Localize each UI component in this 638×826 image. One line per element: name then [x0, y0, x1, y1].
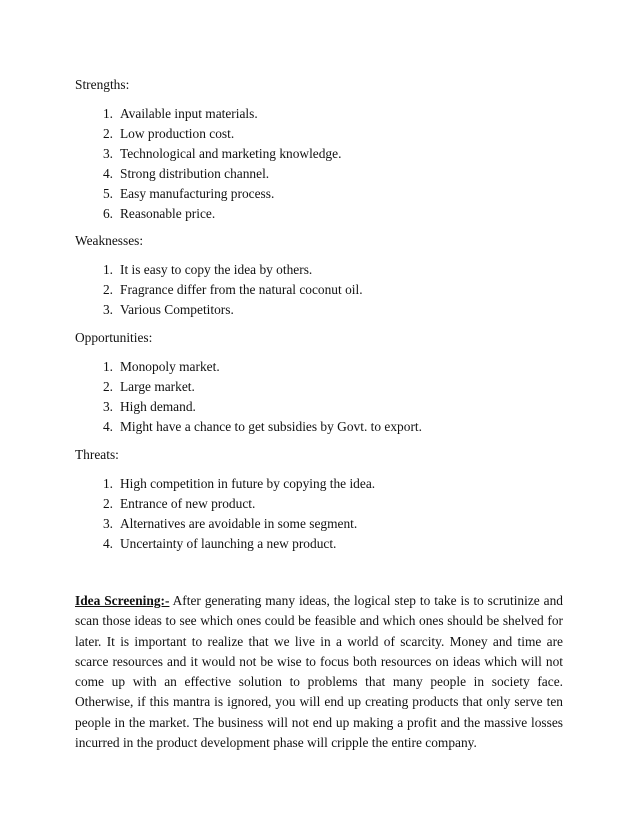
list-item [75, 184, 341, 204]
idea-screening-body: After generating many ideas, the logical step to take is to scrutinize and scan those ideas to see which ones could be feasible and which ones should be shelved for later. It is important to realize that we live in a world of scarcity. Money and time are scarce resources and it would not be wise to focus both resources on ideas which will not come up with an effective solution to problems that many people in society face. Otherwise, if this mantra is ignored, you will end up creating products that only serve ten people in the market. The business will not end up making a profit and the massive losses incurred in the product development phase will cripple the entire company. [75, 593, 563, 751]
item-number: 2. [102, 379, 113, 394]
item-text: Monopoly market. [120, 359, 220, 374]
strengths-heading: Strengths: [75, 77, 130, 92]
item-text: Alternatives are avoidable in some segment. [120, 516, 358, 531]
list-item [75, 357, 422, 377]
list-item [75, 104, 341, 124]
list-item [75, 204, 341, 224]
item-number: 6. [102, 206, 113, 221]
item-number: 5. [102, 186, 113, 201]
item-number: 4. [102, 536, 113, 551]
list-item [75, 144, 341, 164]
list-item [75, 494, 375, 514]
item-text: High competition in future by copying the idea. [120, 476, 376, 491]
list-item [75, 377, 422, 397]
list-item [75, 124, 341, 144]
item-text: It is easy to copy the idea by others. [120, 262, 313, 277]
item-number: 1. [102, 262, 113, 277]
weaknesses-heading: Weaknesses: [75, 233, 144, 248]
list-item [75, 534, 375, 554]
weaknesses-list [75, 260, 363, 320]
item-number: 4. [102, 166, 113, 181]
list-item [75, 300, 363, 320]
item-text: Might have a chance to get subsidies by Govt. to export. [120, 419, 422, 434]
opportunities-heading: Opportunities: [75, 330, 153, 345]
item-number: 3. [102, 146, 113, 161]
item-text: Fragrance differ from the natural coconut oil. [120, 282, 363, 297]
item-number: 3. [102, 399, 113, 414]
item-text: Easy manufacturing process. [120, 186, 275, 201]
item-text: Strong distribution channel. [120, 166, 270, 181]
list-item [75, 474, 375, 494]
item-number: 2. [102, 496, 113, 511]
item-number: 3. [102, 516, 113, 531]
list-item [75, 514, 375, 534]
list-item [75, 280, 363, 300]
item-text: Reasonable price. [120, 206, 216, 221]
strengths-list [75, 104, 341, 224]
list-item [75, 397, 422, 417]
threats-heading: Threats: [75, 447, 119, 462]
opportunities-list [75, 357, 422, 437]
threats-list [75, 474, 375, 554]
idea-screening-paragraph [75, 591, 563, 753]
list-item [75, 164, 341, 184]
item-number: 1. [102, 106, 113, 121]
item-number: 1. [102, 476, 113, 491]
item-text: High demand. [120, 399, 196, 414]
item-number: 2. [102, 126, 113, 141]
item-number: 3. [102, 302, 113, 317]
item-text: Various Competitors. [120, 302, 234, 317]
item-text: Available input materials. [120, 106, 258, 121]
list-item [75, 417, 422, 437]
item-text: Uncertainty of launching a new product. [120, 536, 337, 551]
idea-screening-label: Idea Screening:- [75, 593, 170, 608]
list-item [75, 260, 363, 280]
item-number: 4. [102, 419, 113, 434]
item-text: Large market. [120, 379, 195, 394]
item-text: Entrance of new product. [120, 496, 256, 511]
item-text: Low production cost. [120, 126, 235, 141]
item-text: Technological and marketing knowledge. [120, 146, 342, 161]
item-number: 1. [102, 359, 113, 374]
item-number: 2. [102, 282, 113, 297]
